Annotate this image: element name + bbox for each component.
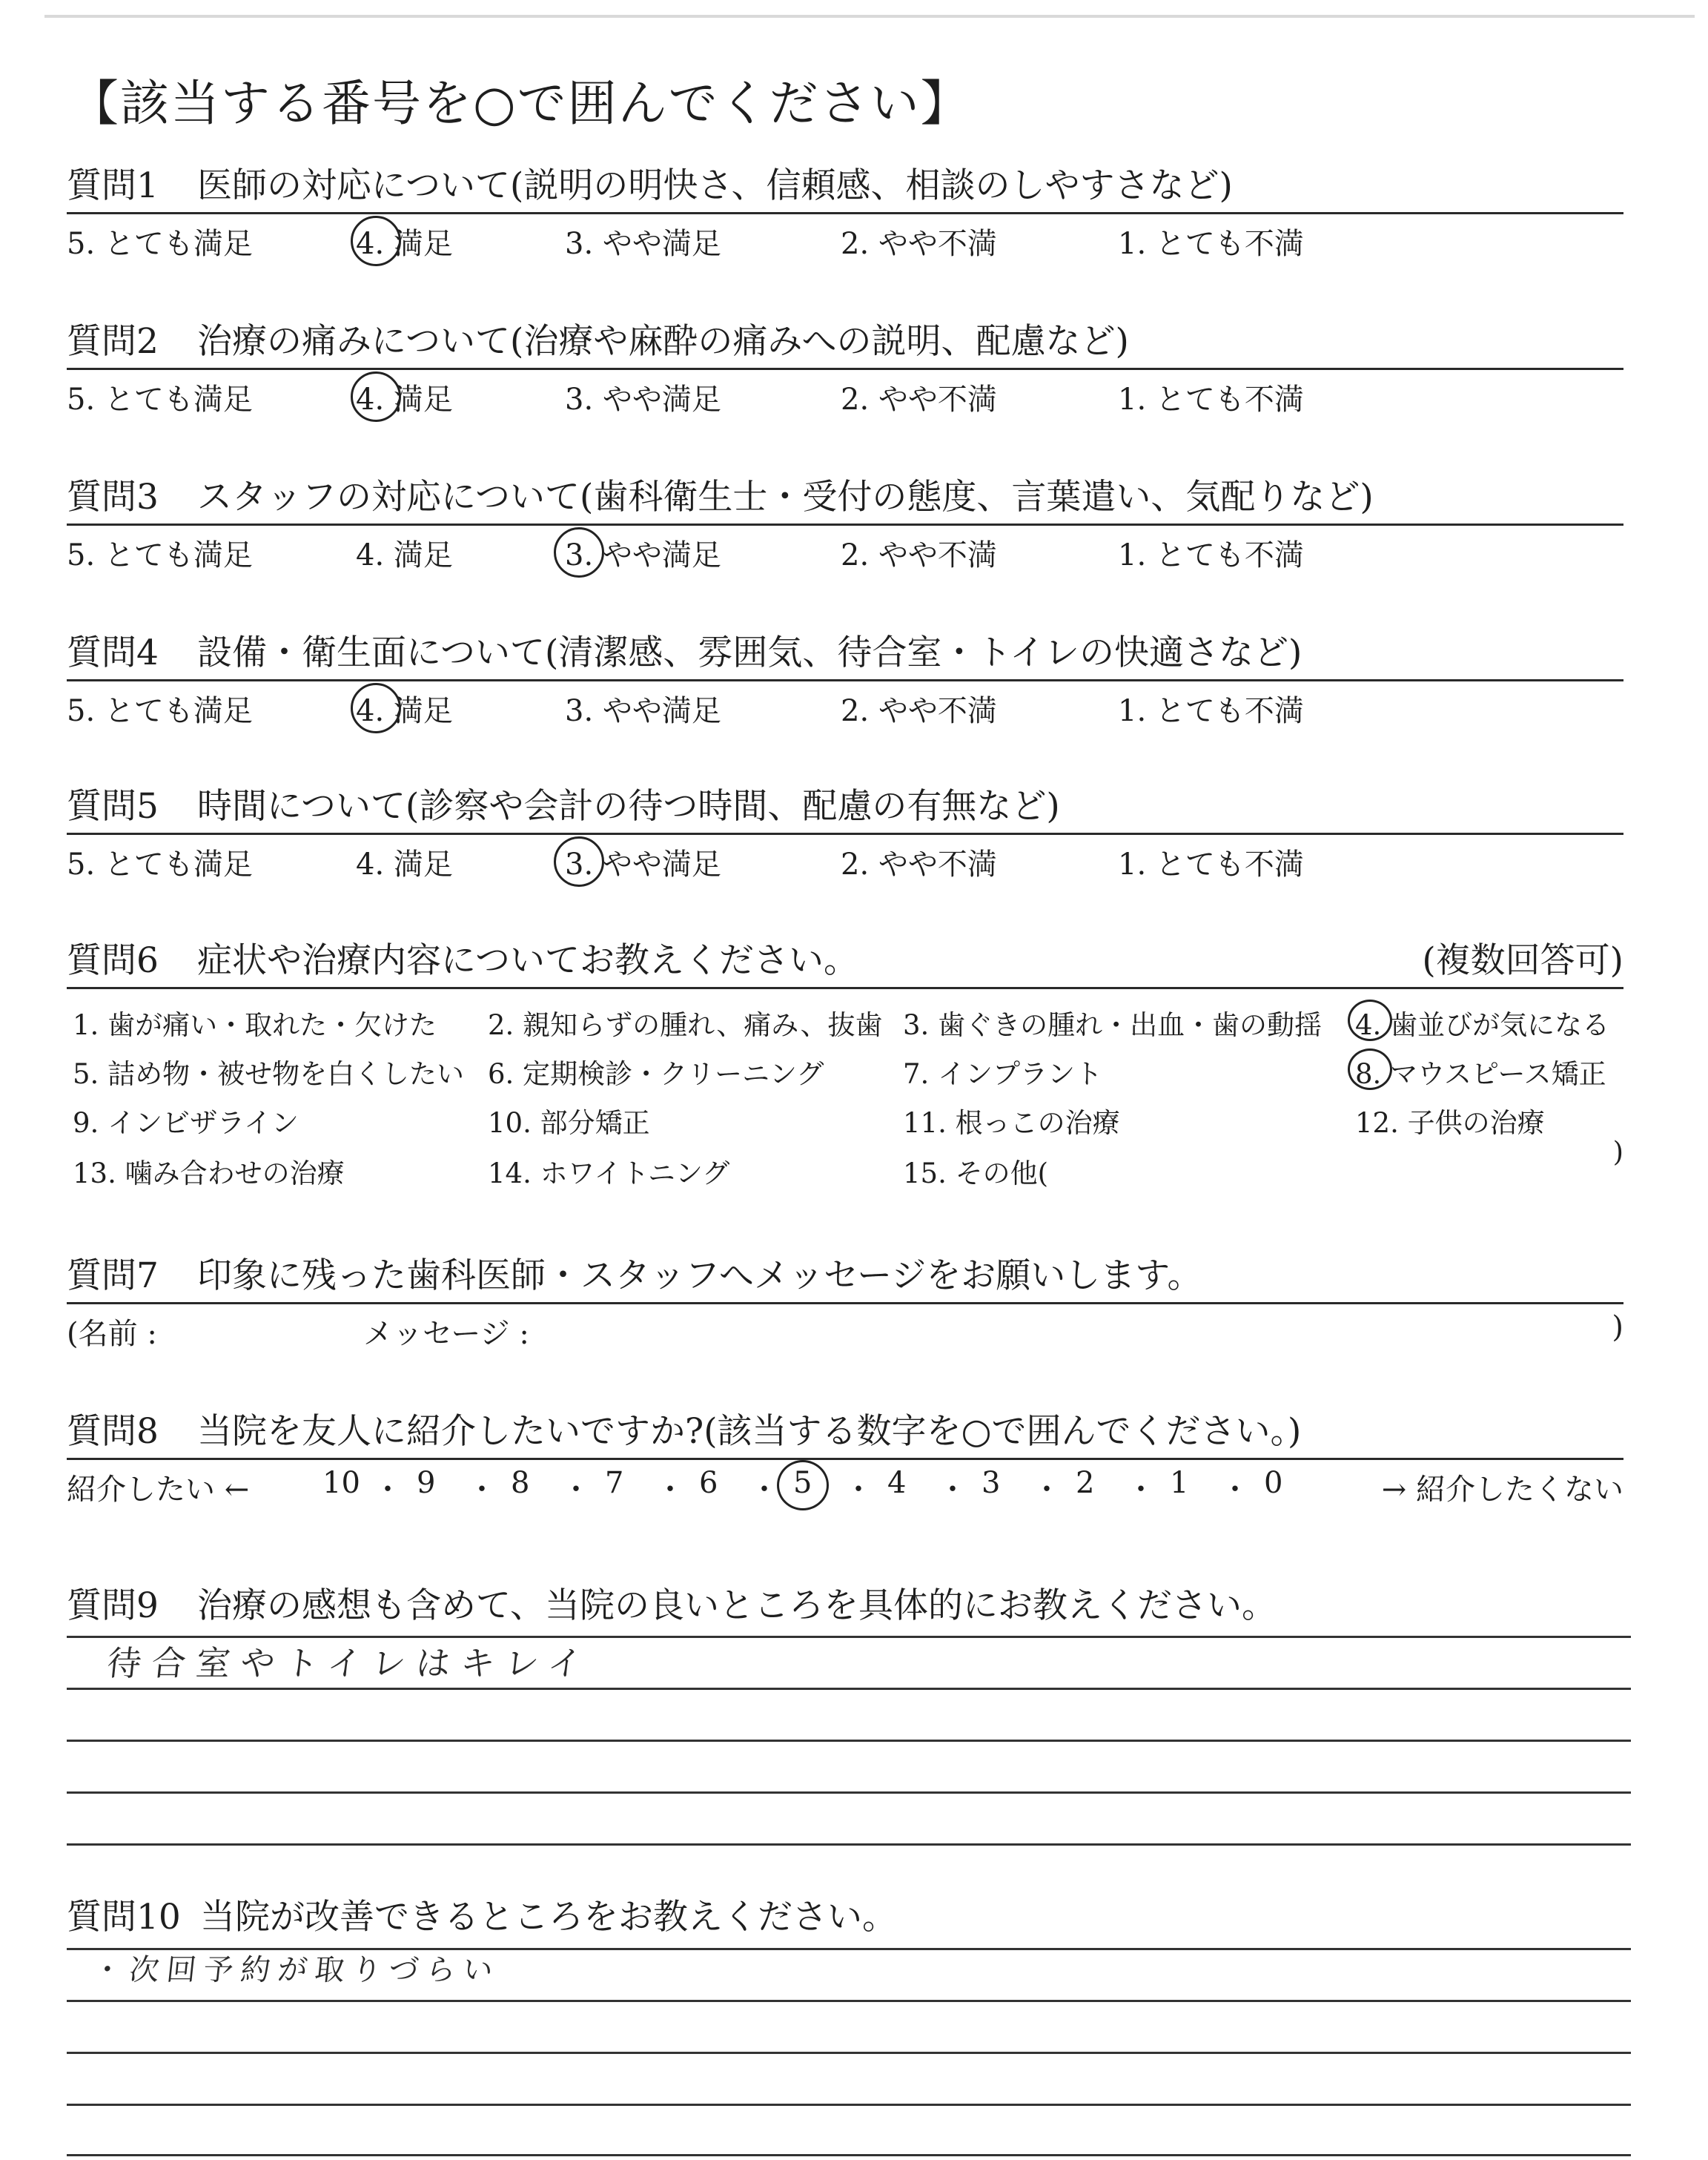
rating-option[interactable]: 2. やや不満 bbox=[841, 694, 997, 728]
question-10-number: 質問10 bbox=[67, 1897, 181, 1938]
question-6 bbox=[67, 938, 1623, 1204]
selected-symptom-circle bbox=[1348, 1048, 1392, 1090]
q10-answer-line bbox=[67, 2000, 1631, 2002]
rating-option[interactable]: 3. やや満足 bbox=[565, 383, 721, 417]
q10-answer-line bbox=[67, 2052, 1631, 2054]
question-3 bbox=[67, 475, 1623, 570]
rating-option[interactable]: 2. やや不満 bbox=[841, 383, 997, 417]
scale-separator: ・ bbox=[655, 1473, 685, 1507]
recommend-score[interactable]: 1 bbox=[1170, 1466, 1189, 1500]
question-3-text: スタッフの対応について(歯科衛生士・受付の態度、言葉遣い、気配りなど) bbox=[197, 477, 1374, 518]
symptom-option[interactable]: 11. 根っこの治療 bbox=[903, 1107, 1120, 1139]
symptom-option[interactable]: 1. 歯が痛い・取れた・欠けた bbox=[73, 1009, 437, 1041]
q10-answer-line bbox=[67, 2104, 1631, 2106]
question-7-header bbox=[67, 1253, 1623, 1299]
question-7-fields bbox=[67, 1304, 1623, 1349]
rating-option[interactable]: 1. とても不満 bbox=[1118, 694, 1304, 728]
question-10-text: 当院が改善できるところをお教えください。 bbox=[200, 1897, 897, 1938]
symptom-option[interactable]: 6. 定期検診・クリーニング bbox=[488, 1058, 824, 1090]
question-7-number: 質問7 bbox=[67, 1255, 159, 1296]
recommend-score[interactable]: 5 bbox=[793, 1466, 812, 1500]
symptom-option[interactable]: 14. ホワイトニング bbox=[488, 1157, 730, 1189]
q10-handwritten-answer: ・次回予約が取りづらい bbox=[90, 1953, 503, 1987]
selected-rating-circle bbox=[351, 371, 401, 422]
rating-option[interactable]: 3. やや満足 bbox=[565, 227, 721, 261]
page-title: 【該当する番号を○で囲んでください】 bbox=[70, 75, 971, 132]
rating-option[interactable]: 5. とても満足 bbox=[67, 383, 253, 417]
question-4 bbox=[67, 630, 1623, 726]
rating-option[interactable]: 1. とても不満 bbox=[1118, 848, 1304, 882]
top-border bbox=[44, 15, 1695, 18]
selected-score-circle bbox=[777, 1460, 829, 1510]
symptom-option[interactable]: 5. 詰め物・被せ物を白くしたい bbox=[73, 1058, 465, 1090]
question-3-number: 質問3 bbox=[67, 477, 159, 518]
selected-rating-circle bbox=[351, 683, 401, 733]
question-4-header bbox=[67, 630, 1623, 676]
question-6-note: (複数回答可) bbox=[1422, 940, 1623, 981]
rating-option[interactable]: 3. やや満足 bbox=[565, 538, 721, 572]
rating-option[interactable]: 5. とても満足 bbox=[67, 694, 253, 728]
recommend-score[interactable]: 9 bbox=[417, 1466, 436, 1500]
symptom-option[interactable]: 15. その他( bbox=[903, 1157, 1049, 1189]
q9-answer-line bbox=[67, 1791, 1631, 1794]
question-8-header bbox=[67, 1409, 1623, 1455]
symptom-option[interactable]: 3. 歯ぐきの腫れ・出血・歯の動揺 bbox=[903, 1009, 1323, 1041]
question-6-text: 症状や治療内容についてお教えください。 bbox=[197, 940, 859, 981]
question-2-number: 質問2 bbox=[67, 321, 159, 362]
question-3-header bbox=[67, 475, 1623, 521]
symptom-option[interactable]: 7. インプラント bbox=[903, 1058, 1103, 1090]
rating-option[interactable]: 2. やや不満 bbox=[841, 227, 997, 261]
recommend-score[interactable]: 0 bbox=[1264, 1466, 1283, 1500]
scale-separator: ・ bbox=[1126, 1473, 1156, 1507]
question-5 bbox=[67, 784, 1623, 882]
q10-answer-line bbox=[67, 2154, 1631, 2156]
q9-answer-line bbox=[67, 1688, 1631, 1690]
scale-separator: ・ bbox=[844, 1473, 873, 1507]
question-1 bbox=[67, 163, 1623, 259]
question-2-text: 治療の痛みについて(治療や麻酔の痛みへの説明、配慮など) bbox=[197, 321, 1129, 362]
question-1-header bbox=[67, 163, 1623, 209]
question-8-number: 質問8 bbox=[67, 1411, 159, 1452]
recommend-score[interactable]: 3 bbox=[982, 1466, 1001, 1500]
symptom-option[interactable]: 10. 部分矯正 bbox=[488, 1107, 650, 1139]
recommend-scale bbox=[67, 1460, 1623, 1505]
question-1-text: 医師の対応について(説明の明快さ、信頼感、相談のしやすさなど) bbox=[197, 165, 1233, 206]
message-field-label: メッセージ : bbox=[363, 1317, 529, 1351]
question-9 bbox=[67, 1583, 1623, 1850]
symptom-option[interactable]: 4. 歯並びが気になる bbox=[1355, 1009, 1610, 1041]
selected-rating-circle bbox=[554, 836, 604, 887]
question-3-options bbox=[67, 526, 1623, 570]
question-2-header bbox=[67, 319, 1623, 365]
symptom-option[interactable]: 8. マウスピース矯正 bbox=[1355, 1058, 1606, 1090]
question-1-options bbox=[67, 214, 1623, 259]
rating-option[interactable]: 1. とても不満 bbox=[1118, 227, 1304, 261]
question-5-header bbox=[67, 784, 1623, 830]
question-7 bbox=[67, 1253, 1623, 1349]
selected-symptom-circle bbox=[1348, 1000, 1392, 1041]
rating-option[interactable]: 5. とても満足 bbox=[67, 227, 253, 261]
question-8 bbox=[67, 1409, 1623, 1505]
recommend-score[interactable]: 8 bbox=[511, 1466, 530, 1500]
scale-separator: ・ bbox=[749, 1473, 779, 1507]
recommend-right-label: → 紹介したくない bbox=[1381, 1473, 1623, 1507]
recommend-left-label: 紹介したい ← bbox=[67, 1473, 250, 1507]
recommend-score[interactable]: 2 bbox=[1076, 1466, 1095, 1500]
symptom-option[interactable]: 9. インビザライン bbox=[73, 1107, 299, 1139]
q9-answer-line bbox=[67, 1740, 1631, 1742]
rating-option[interactable]: 4. 満足 bbox=[356, 227, 453, 261]
rating-option[interactable]: 2. やや不満 bbox=[841, 848, 997, 882]
recommend-score[interactable]: 6 bbox=[699, 1466, 718, 1500]
scale-separator: ・ bbox=[467, 1473, 497, 1507]
selected-rating-circle bbox=[554, 527, 604, 578]
question-6-number: 質問6 bbox=[67, 940, 159, 981]
rating-option[interactable]: 4. 満足 bbox=[356, 848, 453, 882]
question-10-header bbox=[67, 1895, 1623, 1941]
rating-option[interactable]: 4. 満足 bbox=[356, 538, 453, 572]
rating-option[interactable]: 1. とても不満 bbox=[1118, 383, 1304, 417]
question-8-text: 当院を友人に紹介したいですか?(該当する数字を○で囲んでください。) bbox=[197, 1411, 1302, 1452]
question-9-header bbox=[67, 1583, 1623, 1629]
name-field-label: (名前 : bbox=[67, 1317, 157, 1351]
recommend-score[interactable]: 4 bbox=[887, 1466, 907, 1500]
rating-option[interactable]: 2. やや不満 bbox=[841, 538, 997, 572]
rating-option[interactable]: 3. やや満足 bbox=[565, 694, 721, 728]
recommend-score[interactable]: 7 bbox=[605, 1466, 624, 1500]
rating-option[interactable]: 1. とても不満 bbox=[1118, 538, 1304, 572]
message-closing-paren: ) bbox=[1612, 1310, 1623, 1344]
scale-separator: ・ bbox=[938, 1473, 967, 1507]
symptom-option[interactable]: 2. 親知らずの腫れ、痛み、抜歯 bbox=[488, 1009, 883, 1041]
symptom-option[interactable]: 12. 子供の治療 bbox=[1355, 1107, 1545, 1139]
rating-option[interactable]: 3. やや満足 bbox=[565, 848, 721, 882]
question-6-header bbox=[67, 938, 1623, 984]
scale-separator: ・ bbox=[561, 1473, 591, 1507]
question-4-text: 設備・衛生面について(清潔感、雰囲気、待合室・トイレの快適さなど) bbox=[197, 633, 1302, 673]
scale-separator: ・ bbox=[1220, 1473, 1250, 1507]
selected-rating-circle bbox=[351, 216, 401, 266]
question-9-text: 治療の感想も含めて、当院の良いところを具体的にお教えください。 bbox=[197, 1585, 1277, 1626]
rating-option[interactable]: 4. 満足 bbox=[356, 383, 453, 417]
q9-handwritten-answer: 待合室やトイレはキレイ bbox=[105, 1643, 595, 1683]
rating-option[interactable]: 5. とても満足 bbox=[67, 848, 253, 882]
q9-answer-line bbox=[67, 1843, 1631, 1846]
q6-other-closing-paren: ) bbox=[1612, 1136, 1623, 1168]
question-4-options bbox=[67, 681, 1623, 726]
question-5-options bbox=[67, 835, 1623, 882]
question-5-text: 時間について(診察や会計の待つ時間、配慮の有無など) bbox=[197, 786, 1060, 827]
scale-separator: ・ bbox=[373, 1473, 403, 1507]
scale-separator: ・ bbox=[1032, 1473, 1062, 1507]
question-4-number: 質問4 bbox=[67, 633, 159, 673]
question-2 bbox=[67, 319, 1623, 415]
rating-option[interactable]: 4. 満足 bbox=[356, 694, 453, 728]
question-2-options bbox=[67, 370, 1623, 415]
symptom-option[interactable]: 13. 噛み合わせの治療 bbox=[73, 1157, 345, 1189]
question-9-number: 質問9 bbox=[67, 1585, 159, 1626]
question-5-number: 質問5 bbox=[67, 786, 159, 827]
question-1-number: 質問1 bbox=[67, 165, 159, 206]
rating-option[interactable]: 5. とても満足 bbox=[67, 538, 253, 572]
question-6-options bbox=[67, 989, 1623, 1204]
recommend-score[interactable]: 10 bbox=[322, 1466, 360, 1500]
question-7-text: 印象に残った歯科医師・スタッフへメッセージをお願いします。 bbox=[197, 1255, 1202, 1296]
question-10 bbox=[67, 1895, 1623, 2160]
